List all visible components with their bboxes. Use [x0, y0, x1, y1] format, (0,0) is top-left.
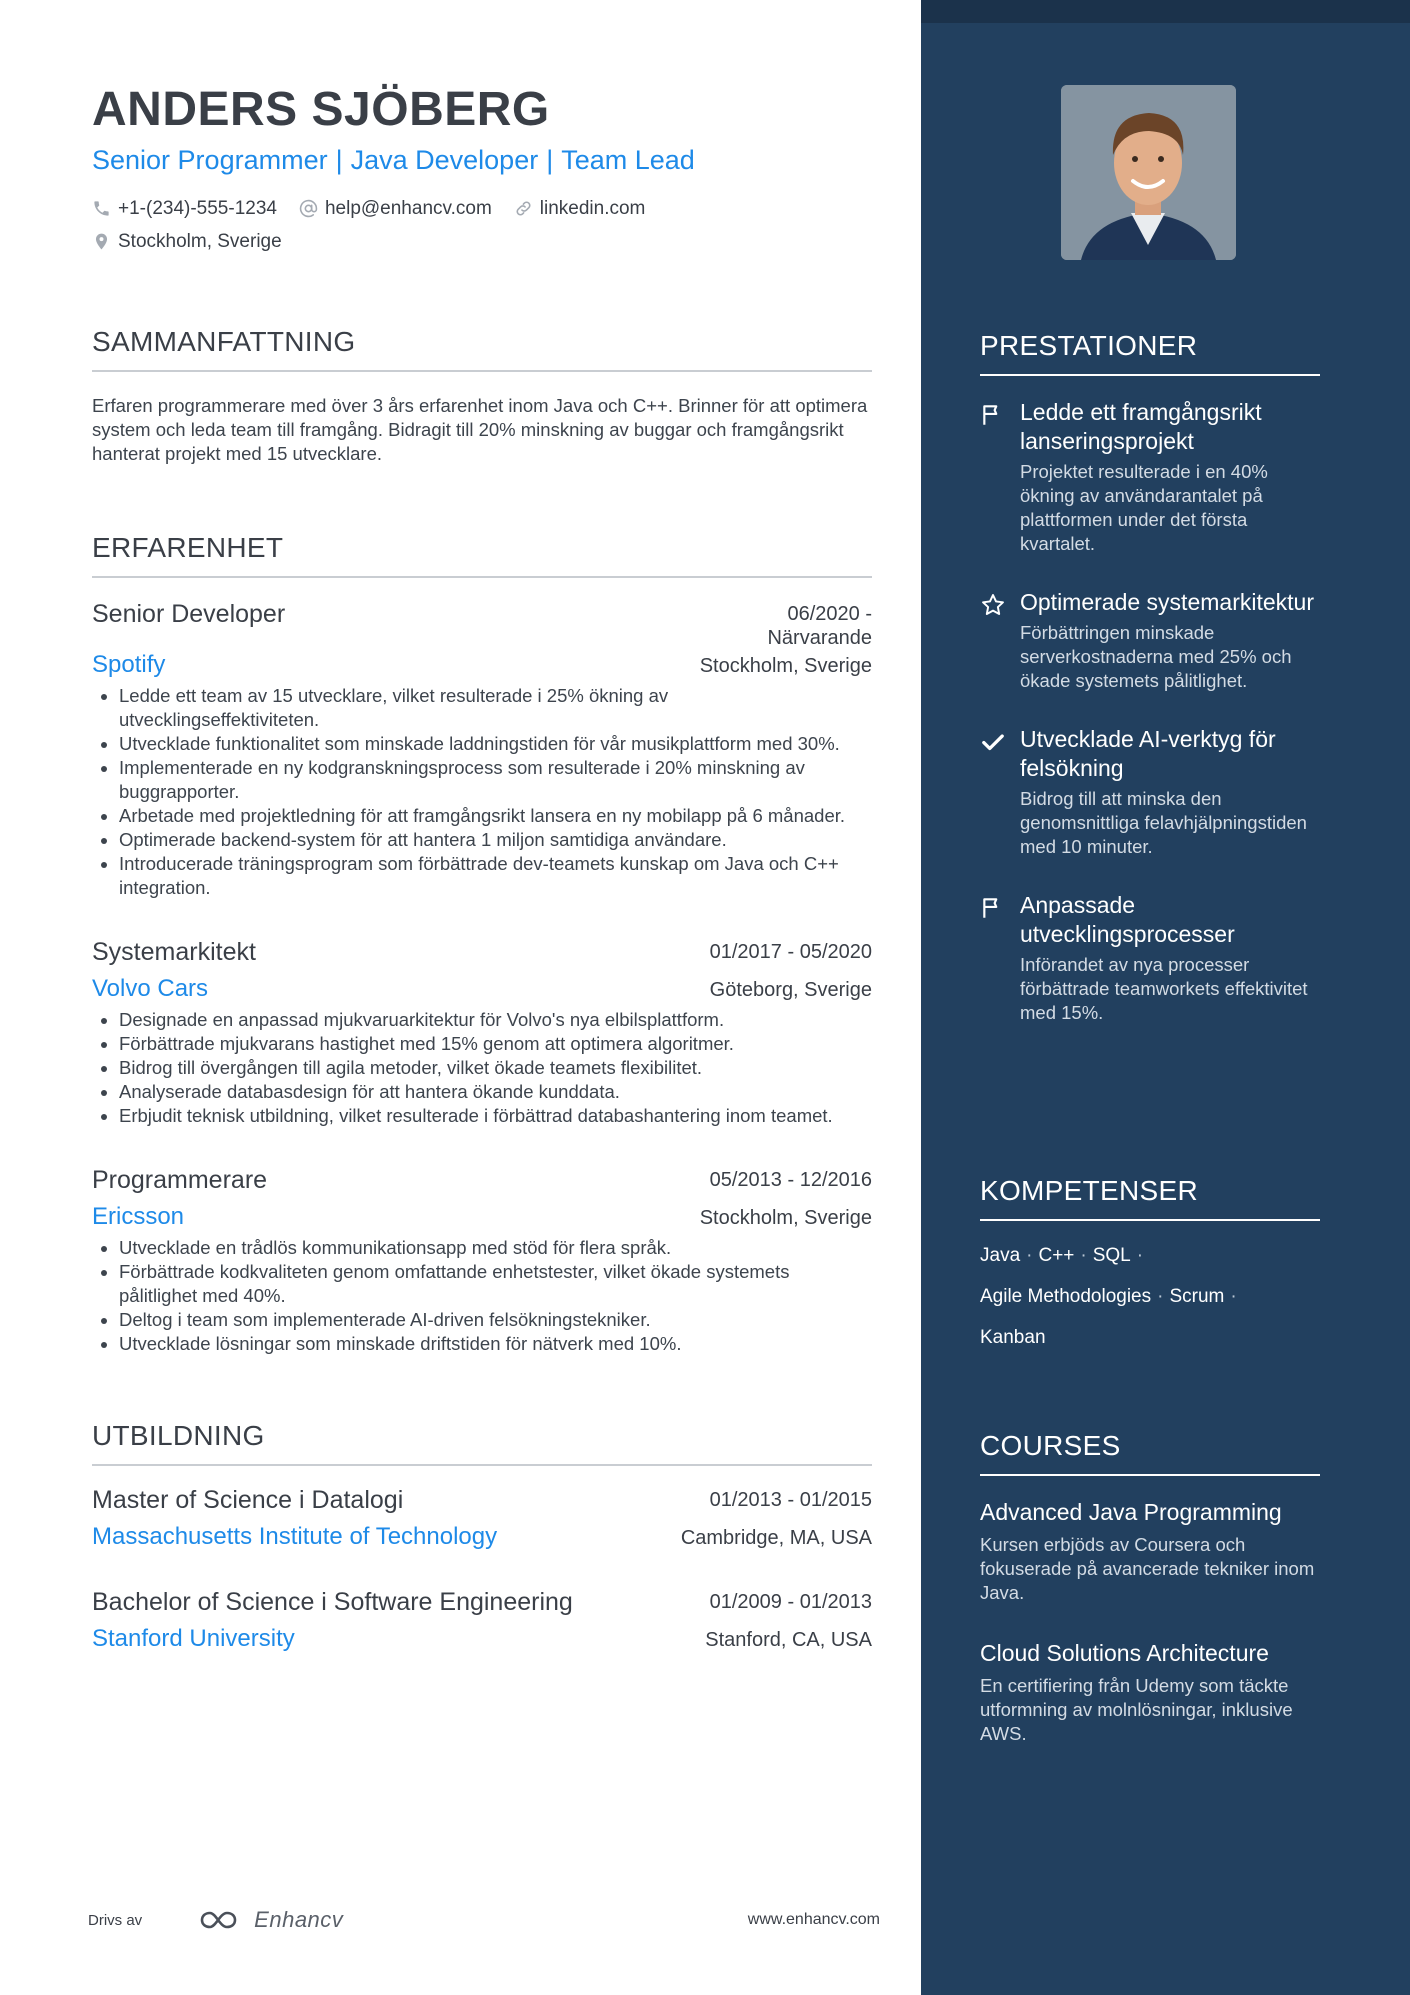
education-entry [92, 1586, 872, 1654]
summary-text: Erfaren programmerare med över 3 års erfarenhet inom Java och C++. Brinner för att optimera system och leda team till framgång. Bidragit till 20% minskning av buggar och framgångsrikt hanterat projekt med 15 utvecklare. [92, 395, 868, 464]
job-location: Göteborg, Sverige [709, 979, 872, 1001]
job-role: Programmerare [92, 1166, 268, 1194]
at-icon [299, 199, 318, 218]
skill-tag: C++ [1038, 1245, 1075, 1266]
course-title: Advanced Java Programming [980, 1499, 1282, 1525]
education-date: 01/2013 - 01/2015 [709, 1489, 872, 1511]
skill-tag: Scrum [1169, 1286, 1225, 1307]
profile-photo [1061, 85, 1236, 260]
title-part: Team Lead [561, 145, 695, 175]
achievement-desc: Projektet resulterade i en 40% ökning av användarantalet på plattformen under det första kvartalet. [1020, 461, 1268, 554]
job-bullet: • Introducerade träningsprogram som förbättrade dev-teamets kunskap om Java och C++ integration. [119, 852, 872, 900]
job-bullet: • Deltog i team som implementerade AI-driven felsökningstekniker. [119, 1308, 872, 1332]
experience-entry [92, 1164, 872, 1356]
candidate-name: ANDERS SJÖBERG [92, 83, 550, 136]
job-date [767, 602, 872, 650]
job-title-line [92, 142, 872, 178]
skills-line [980, 1317, 1320, 1358]
contact-linkedin[interactable] [514, 192, 646, 225]
job-date-start: 06/2020 - [787, 603, 872, 625]
contact-location [92, 225, 282, 258]
section-heading-experience: ERFARENHET [92, 530, 872, 578]
job-bullet: • Arbetade med projektledning för att framgångsrikt lansera en ny mobilapp på 6 månader. [119, 804, 872, 828]
profile-photo-illustration [1061, 85, 1236, 260]
job-bullet: • Förbättrade mjukvarans hastighet med 15% genom att optimera algoritmer. [119, 1032, 872, 1056]
linkedin-text: linkedin.com [539, 198, 646, 219]
link-icon [514, 199, 533, 218]
job-date: 01/2017 - 05/2020 [709, 941, 872, 963]
education-section [92, 1418, 872, 1654]
skill-separator: · [1157, 1286, 1164, 1307]
job-bullet: • Utvecklade en trådlös kommunikationsapp med stöd för flera språk. [119, 1236, 872, 1260]
achievement-item [980, 891, 1320, 1025]
achievement-title: Utvecklade AI-verktyg för felsökning [1020, 726, 1276, 781]
skill-separator: · [1230, 1286, 1237, 1307]
infinity-logo-icon [198, 1908, 244, 1932]
job-bullet: • Analyserade databasdesign för att hantera ökande kunddata. [119, 1080, 872, 1104]
check-icon [980, 729, 1006, 755]
job-bullet: • Ledde ett team av 15 utvecklare, vilket resulterade i 25% ökning av utvecklingseffektiviteten. [119, 684, 872, 732]
job-bullets [92, 1008, 872, 1128]
achievement-title: Ledde ett framgångsrikt lanseringsprojekt [1020, 399, 1262, 454]
achievement-title: Optimerade systemarkitektur [1020, 589, 1314, 615]
experience-entry [92, 936, 872, 1128]
section-heading-summary: SAMMANFATTNING [92, 324, 872, 372]
job-company[interactable]: Spotify [92, 651, 166, 678]
main-column [92, 80, 872, 1654]
achievement-item [980, 588, 1320, 693]
job-company[interactable]: Volvo Cars [92, 975, 209, 1002]
achievement-desc: Införandet av nya processer förbättrade teamworkets effektivitet med 15%. [1020, 954, 1308, 1023]
flag-icon [980, 895, 1006, 921]
achievement-desc: Bidrog till att minska den genomsnittliga felavhjälpningstiden med 10 minuter. [1020, 788, 1307, 857]
job-bullet: • Utvecklade funktionalitet som minskade laddningstiden för vår musikplattform med 30%. [119, 732, 872, 756]
contact-phone[interactable] [92, 192, 277, 225]
achievement-item [980, 398, 1320, 556]
education-date: 01/2009 - 01/2013 [709, 1591, 872, 1613]
achievement-title: Anpassade utvecklingsprocesser [1020, 892, 1235, 947]
courses-section [980, 1428, 1320, 1746]
job-location: Stockholm, Sverige [699, 655, 872, 677]
powered-by-label: Drivs av [88, 1911, 143, 1929]
education-location: Cambridge, MA, USA [680, 1527, 872, 1549]
job-bullet: • Förbättrade kodkvaliteten genom omfattande enhetstester, vilket ökade systemets pålitlighet med 40%. [119, 1260, 872, 1308]
job-date-end: Närvarande [767, 627, 872, 649]
skill-tag: SQL [1092, 1245, 1131, 1266]
job-location: Stockholm, Sverige [699, 1207, 872, 1229]
title-part: Java Developer [350, 145, 539, 175]
skills-line [980, 1276, 1320, 1317]
email-text: help@enhancv.com [324, 198, 492, 219]
skill-separator: · [1080, 1245, 1087, 1266]
location-pin-icon [92, 232, 111, 251]
job-date: 05/2013 - 12/2016 [709, 1169, 872, 1191]
job-bullets [92, 1236, 872, 1356]
skills-line [980, 1235, 1320, 1276]
skills-section [980, 1173, 1320, 1358]
education-school[interactable]: Massachusetts Institute of Technology [92, 1523, 498, 1550]
job-bullet: • Bidrog till övergången till agila metoder, vilket ökade teamets flexibilitet. [119, 1056, 872, 1080]
title-part: Senior Programmer [92, 145, 328, 175]
job-company[interactable]: Ericsson [92, 1203, 185, 1230]
course-desc: Kursen erbjöds av Coursera och fokuserade på avancerade tekniker inom Java. [980, 1534, 1315, 1603]
title-separator: | [335, 145, 343, 175]
phone-icon [92, 199, 111, 218]
education-location: Stanford, CA, USA [705, 1629, 872, 1651]
sidebar-top-bar [921, 0, 1410, 23]
title-separator: | [546, 145, 554, 175]
phone-text: +1-(234)-555-1234 [118, 198, 277, 219]
course-item [980, 1639, 1320, 1746]
section-heading-education: UTBILDNING [92, 1418, 872, 1466]
job-bullet: • Designade en anpassad mjukvaruarkitektur för Volvo's nya elbilsplattform. [119, 1008, 872, 1032]
job-role: Senior Developer [92, 600, 286, 628]
experience-entry [92, 598, 872, 900]
sidebar [921, 0, 1410, 1995]
experience-section [92, 530, 872, 1356]
education-school[interactable]: Stanford University [92, 1625, 295, 1652]
education-degree: Master of Science i Datalogi [92, 1486, 404, 1514]
enhancv-logo[interactable] [198, 1907, 343, 1933]
achievement-desc: Förbättringen minskade serverkostnaderna med 25% och ökade systemets pålitlighet. [1020, 622, 1292, 691]
location-text: Stockholm, Sverige [118, 231, 282, 252]
course-title: Cloud Solutions Architecture [980, 1640, 1269, 1666]
job-role: Systemarkitekt [92, 938, 256, 966]
skill-tag: Kanban [980, 1327, 1046, 1348]
job-bullet: • Utvecklade lösningar som minskade driftstiden för nätverk med 10%. [119, 1332, 872, 1356]
star-icon [980, 592, 1006, 618]
skill-separator: · [1026, 1245, 1033, 1266]
logo-text: Enhancv [254, 1907, 344, 1932]
skill-tag: Agile Methodologies [980, 1286, 1152, 1307]
skill-separator: · [1136, 1245, 1144, 1266]
achievement-item [980, 725, 1320, 859]
section-heading-skills: KOMPETENSER [980, 1173, 1320, 1221]
achievements-section [980, 328, 1320, 1025]
section-heading-courses: COURSES [980, 1428, 1320, 1476]
section-heading-achievements: PRESTATIONER [980, 328, 1320, 376]
course-item [980, 1498, 1320, 1605]
contact-email[interactable] [299, 192, 492, 225]
education-entry [92, 1484, 872, 1552]
contact-info [92, 192, 872, 258]
flag-icon [980, 402, 1006, 428]
footer [88, 1900, 880, 1940]
job-bullet: • Implementerade en ny kodgranskningsprocess som resulterade i 20% minskning av buggrapporter. [119, 756, 872, 804]
job-bullet: • Erbjudit teknisk utbildning, vilket resulterade i förbättrad databashantering inom teamet. [119, 1104, 872, 1128]
education-degree: Bachelor of Science i Software Engineering [92, 1588, 573, 1616]
job-bullets [92, 684, 872, 900]
job-bullet: • Optimerade backend-system för att hantera 1 miljon samtidiga användare. [119, 828, 872, 852]
course-desc: En certifiering från Udemy som täckte utformning av molnlösningar, inklusive AWS. [980, 1675, 1293, 1744]
website-link[interactable]: www.enhancv.com [747, 1911, 880, 1928]
summary-section [92, 324, 872, 466]
skills-list [980, 1235, 1320, 1358]
skill-tag: Java [980, 1245, 1021, 1266]
